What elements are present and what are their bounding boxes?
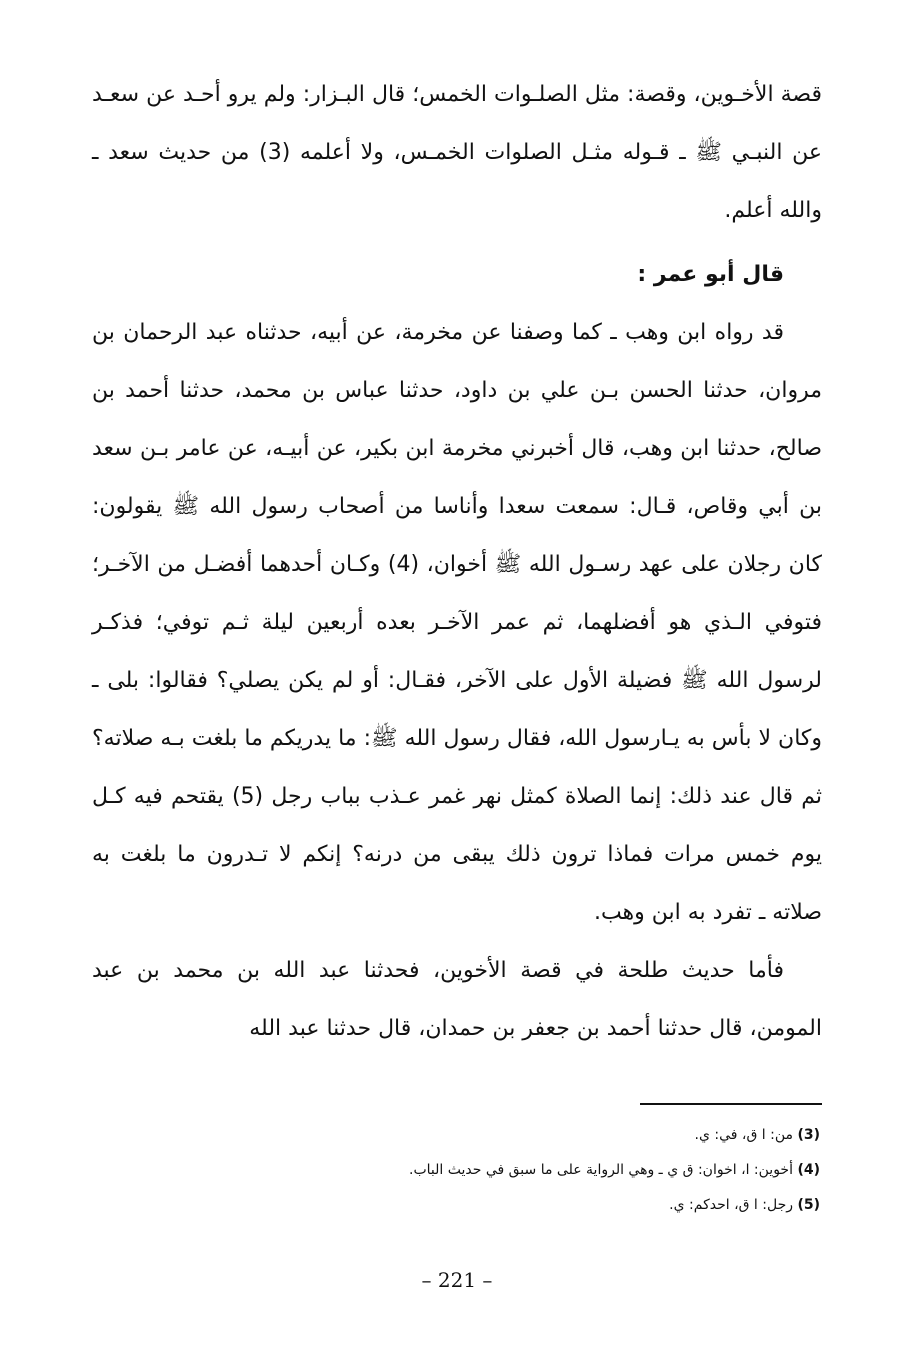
paragraph-hadith: قد رواه ابن وهب ـ كما وصفنا عن مخرمة، عن أبيه، حدثناه عبد الرحمان بن مروان، حدثنا الحسن بـن علي بن داود، حدثنا عباس بن محمد، حدثنا أحمد بن صالح، حدثنا ابن وهب، قال أخبرني مخرمة ابن بكير، عن أبيـه، عن عامر بـن سعد بن أبي وقاص، قـال: سمعت سعدا وأناسا من أصحاب رسول الله ﷺ يقولون: كان رجلان على عهد رسـول الله ﷺ أخوان، (4) وكـان أحدهما أفضـل من الآخـر؛ فتوفي الـذي هو أفضلهما، ثم عمر الآخـر بعده أربعين ليلة ثـم توفي؛ فذكـر لرسول الله ﷺ فضيلة الأول على الآخر، فقـال: أو لم يكن يصلي؟ فقالوا: بلى ـ وكان لا بأس به يـارسول الله، فقال رسول الله ﷺ: ما يدريكم ما بلغت بـه صلاته؟ ثم قال عند ذلك: إنما الصلاة كمثل نهر غمر عـذب بباب رجل (5) يقتحم فيه كـل يوم خمس مرات فماذا ترون ذلك يبقى من درنه؟ إنكم لا تـدرون ما بلغت به صلاته ـ تفرد به ابن وهب.	[92, 320, 822, 925]
paragraph-intro: قصة الأخـوين، وقصة: مثل الصلـوات الخمس؛ قال البـزار: ولم يرو أحـد عن سعـد عن النبـي ﷺ ـ قـوله مثـل الصلوات الخمـس، ولا أعلمه (3) من حديث سعد ـ والله أعلم.	[92, 82, 822, 223]
footnote	[300, 1118, 820, 1153]
paragraph-talha: فأما حديث طلحة في قصة الأخوين، فحدثنا عبد الله بن محمد بن عبد المومن، قال حدثنا أحمد بن جعفر بن حمدان، قال حدثنا عبد الله	[92, 958, 822, 1041]
footnotes	[300, 1118, 820, 1223]
footnote-text: من: ا ق، في: ي.	[694, 1127, 793, 1143]
footnote-text: رجل: ا ق، احدكم: ي.	[669, 1197, 793, 1213]
footnote-number: (4)	[797, 1162, 820, 1178]
section-heading: قال أبو عمر :	[637, 262, 784, 287]
footnote	[300, 1188, 820, 1223]
footnote-text: أخوين: ا، اخوان: ق ي ـ وهي الرواية على ما سبق في حديث الباب.	[409, 1162, 793, 1178]
footnote-number: (3)	[797, 1127, 820, 1143]
footnote	[300, 1153, 820, 1188]
footnote-number: (5)	[797, 1197, 820, 1213]
body-text	[92, 66, 822, 1058]
footnote-divider	[640, 1103, 822, 1105]
page-number: – 221 –	[421, 1268, 493, 1292]
